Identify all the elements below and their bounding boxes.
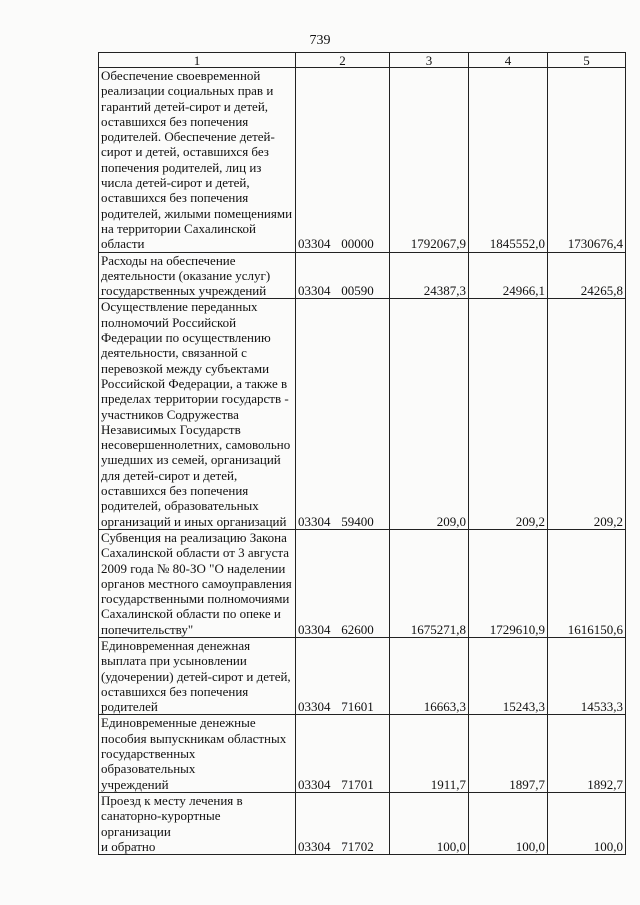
row-name-line: гарантий детей-сирот и детей, bbox=[101, 98, 269, 114]
amount-v3: 100,0 bbox=[390, 792, 469, 854]
row-name-line: государственных образовательных bbox=[101, 746, 196, 777]
row-name-line: числа детей-сирот и детей, bbox=[101, 175, 250, 191]
row-name-line: несовершеннолетних, самовольно bbox=[101, 437, 291, 453]
program-code: 03304 bbox=[298, 513, 331, 529]
row-name-line: (удочерении) детей-сирот и детей, bbox=[101, 668, 291, 684]
row-name-line: родителей. Обеспечение детей- bbox=[101, 129, 275, 145]
row-name-cell bbox=[99, 637, 296, 714]
table-row bbox=[99, 529, 626, 637]
direction-code: 71702 bbox=[341, 838, 374, 854]
row-name-line: Осуществление переданных bbox=[101, 299, 258, 315]
row-name-line: оставшихся без попечения bbox=[101, 683, 249, 699]
row-name-line: Обеспечение своевременной bbox=[101, 68, 261, 83]
row-name-line: полномочий Российской bbox=[101, 314, 237, 330]
row-name-cell bbox=[99, 715, 296, 792]
column-header-5: 5 bbox=[548, 53, 626, 68]
budget-table bbox=[98, 52, 626, 855]
direction-code: 71701 bbox=[341, 776, 374, 792]
amount-v5: 100,0 bbox=[548, 792, 626, 854]
table-row bbox=[99, 715, 626, 792]
amount-v3: 209,0 bbox=[390, 299, 469, 529]
row-name-line: Расходы на обеспечение bbox=[101, 252, 236, 268]
row-name-line: на территории Сахалинской bbox=[101, 220, 256, 236]
row-code-cell bbox=[296, 252, 390, 299]
table-row bbox=[99, 68, 626, 253]
program-code: 03304 bbox=[298, 283, 331, 299]
amount-v5: 24265,8 bbox=[548, 252, 626, 299]
row-name-line: пособия выпускникам областных bbox=[101, 730, 287, 746]
row-name-line: оставшихся без попечения bbox=[101, 190, 249, 206]
row-name-line: выплата при усыновлении bbox=[101, 653, 247, 669]
row-code-cell bbox=[296, 637, 390, 714]
amount-v5: 1730676,4 bbox=[548, 68, 626, 253]
row-name-cell bbox=[99, 252, 296, 299]
row-name-cell bbox=[99, 299, 296, 529]
row-code-cell bbox=[296, 68, 390, 253]
row-name-line: Независимых Государств bbox=[101, 421, 241, 437]
table-row bbox=[99, 637, 626, 714]
row-name-line: Сахалинской области по опеке и bbox=[101, 606, 281, 622]
row-name-cell bbox=[99, 792, 296, 854]
program-code: 03304 bbox=[298, 621, 331, 637]
amount-v4: 1897,7 bbox=[469, 715, 548, 792]
table-header-row bbox=[99, 53, 626, 68]
amount-v4: 24966,1 bbox=[469, 252, 548, 299]
page-number: 739 bbox=[309, 33, 331, 48]
row-name-line: деятельности, связанной с bbox=[101, 345, 247, 361]
direction-code: 71601 bbox=[341, 699, 374, 715]
row-code-cell bbox=[296, 715, 390, 792]
row-name-line: участников Содружества bbox=[101, 406, 239, 422]
amount-v3: 1792067,9 bbox=[390, 68, 469, 253]
row-name-line: оставшихся без попечения bbox=[101, 483, 249, 499]
row-name-line: родителей, образовательных bbox=[101, 498, 259, 514]
direction-code: 62600 bbox=[341, 621, 374, 637]
amount-v4: 209,2 bbox=[469, 299, 548, 529]
program-code: 03304 bbox=[298, 236, 331, 252]
row-name-line: попечительству" bbox=[101, 621, 194, 637]
table-body bbox=[99, 68, 626, 855]
row-name-line: и обратно bbox=[101, 838, 156, 854]
amount-v3: 1911,7 bbox=[390, 715, 469, 792]
program-code: 03304 bbox=[298, 699, 331, 715]
table-row bbox=[99, 299, 626, 529]
row-code-cell bbox=[296, 529, 390, 637]
row-code-cell bbox=[296, 792, 390, 854]
row-name-line: государственных учреждений bbox=[101, 283, 267, 299]
row-name-line: пределах территории государств - bbox=[101, 391, 289, 407]
row-name-line: перевозкой между субъектами bbox=[101, 360, 270, 376]
row-name-cell bbox=[99, 529, 296, 637]
amount-v4: 15243,3 bbox=[469, 637, 548, 714]
amount-v4: 1845552,0 bbox=[469, 68, 548, 253]
row-name-line: деятельности (оказание услуг) bbox=[101, 267, 271, 283]
amount-v3: 1675271,8 bbox=[390, 529, 469, 637]
direction-code: 59400 bbox=[341, 513, 374, 529]
row-name-line: попечения родителей, лиц из bbox=[101, 159, 262, 175]
amount-v3: 16663,3 bbox=[390, 637, 469, 714]
row-name-line: организаций и иных организаций bbox=[101, 513, 287, 529]
column-header-2: 2 bbox=[296, 53, 390, 68]
row-name-line: Субвенция на реализацию Закона bbox=[101, 529, 287, 545]
row-name-line: санаторно-курортные организации bbox=[101, 808, 221, 839]
amount-v5: 209,2 bbox=[548, 299, 626, 529]
row-code-cell bbox=[296, 299, 390, 529]
row-name-line: государственными полномочиями bbox=[101, 591, 290, 607]
table-row bbox=[99, 252, 626, 299]
row-name-line: учреждений bbox=[101, 776, 169, 792]
amount-v5: 1892,7 bbox=[548, 715, 626, 792]
amount-v5: 14533,3 bbox=[548, 637, 626, 714]
direction-code: 00590 bbox=[341, 283, 374, 299]
row-name-line: сирот и детей, оставшихся без bbox=[101, 144, 269, 160]
row-name-line: органов местного самоуправления bbox=[101, 575, 292, 591]
row-name-line: реализации социальных прав и bbox=[101, 83, 274, 99]
row-name-line: области bbox=[101, 236, 145, 252]
row-name-line: 2009 года № 80-ЗО "О наделении bbox=[101, 560, 286, 576]
row-name-line: родителей bbox=[101, 699, 158, 715]
row-name-cell bbox=[99, 68, 296, 253]
amount-v5: 1616150,6 bbox=[548, 529, 626, 637]
direction-code: 00000 bbox=[341, 236, 374, 252]
row-name-line: Российской Федерации, а также в bbox=[101, 375, 288, 391]
column-header-3: 3 bbox=[390, 53, 469, 68]
amount-v4: 100,0 bbox=[469, 792, 548, 854]
program-code: 03304 bbox=[298, 776, 331, 792]
row-name-line: Единовременные денежные bbox=[101, 715, 256, 731]
row-name-line: Федерации по осуществлению bbox=[101, 330, 271, 346]
column-header-1: 1 bbox=[99, 53, 296, 68]
row-name-line: Проезд к месту лечения в bbox=[101, 792, 243, 808]
column-header-4: 4 bbox=[469, 53, 548, 68]
row-name-line: Сахалинской области от 3 августа bbox=[101, 545, 290, 561]
row-name-line: ушедших из семей, организаций bbox=[101, 452, 281, 468]
amount-v3: 24387,3 bbox=[390, 252, 469, 299]
program-code: 03304 bbox=[298, 838, 331, 854]
row-name-line: Единовременная денежная bbox=[101, 637, 251, 653]
amount-v4: 1729610,9 bbox=[469, 529, 548, 637]
row-name-line: для детей-сирот и детей, bbox=[101, 467, 238, 483]
table-row bbox=[99, 792, 626, 854]
row-name-line: родителей, жилыми помещениями bbox=[101, 205, 293, 221]
row-name-line: оставшихся без попечения bbox=[101, 113, 249, 129]
